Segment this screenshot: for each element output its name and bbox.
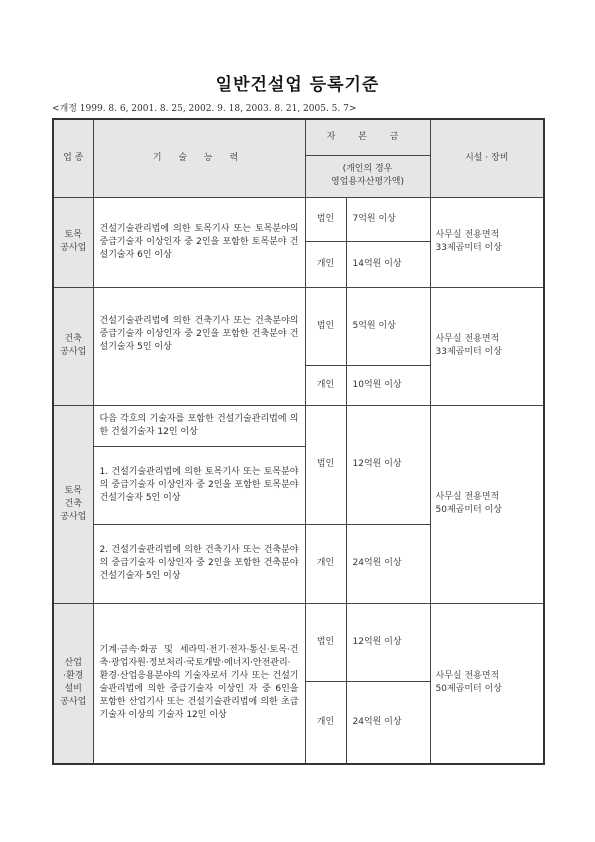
tech-civil-architecture-item2: 2. 건설기술관리법에 의한 건축기사 또는 건축분야의 중급기술자 이상인자 중 2인을 포함한 건축분야 건설기술자 5인 이상 — [93, 524, 305, 603]
tech-architecture: 건설기술관리법에 의한 건축기사 또는 건축분야의 중급기술자 이상인자 중 2인을 포함한 건축분야 건설기술자 5인 이상 — [93, 287, 305, 405]
capital-indiv-amount: 24억원 이상 — [346, 524, 430, 603]
capital-indiv-label: 개인 — [305, 524, 346, 603]
capital-indiv-label: 개인 — [305, 681, 346, 764]
header-tech-capability: 기 술 능 력 — [93, 119, 305, 197]
capital-indiv-amount: 24억원 이상 — [346, 681, 430, 764]
capital-corp-amount: 5억원 이상 — [346, 287, 430, 365]
tech-civil-architecture-intro: 다음 각호의 기술자를 포함한 건설기술관리법에 의한 건설기술자 12인 이상 — [93, 405, 305, 446]
capital-corp-amount: 12억원 이상 — [346, 603, 430, 681]
capital-corp-label: 법인 — [305, 603, 346, 681]
capital-corp-label: 법인 — [305, 405, 346, 524]
industry-civil-architecture: 토목 건축 공사업 — [53, 405, 93, 603]
tech-civil: 건설기술관리법에 의한 토목기사 또는 토목분야의 중급기술자 이상인자 중 2인을 포함한 토목분야 건설기술자 6인 이상 — [93, 197, 305, 287]
capital-corp-amount: 7억원 이상 — [346, 197, 430, 241]
revision-history: <개정 1999. 8. 6, 2001. 8. 25, 2002. 9. 18, 2003. 8. 21, 2005. 5. 7> — [52, 104, 357, 114]
tech-civil-architecture-item1: 1. 건설기술관리법에 의한 토목기사 또는 토목분야의 중급기술자 이상인자 중 2인을 포함한 토목분야 건설기술자 5인 이상 — [93, 446, 305, 524]
facility-civil: 사무실 전용면적 33제곱미터 이상 — [430, 197, 544, 287]
page-title: 일반건설업 등록기준 — [215, 75, 380, 95]
capital-indiv-amount: 10억원 이상 — [346, 365, 430, 405]
industry-plant-environment: 산업 ·환경 설비 공사업 — [53, 603, 93, 764]
capital-corp-amount: 12억원 이상 — [346, 405, 430, 524]
capital-indiv-label: 개인 — [305, 365, 346, 405]
capital-corp-label: 법인 — [305, 287, 346, 365]
header-capital: 자 본 금 — [305, 119, 430, 155]
capital-corp-label: 법인 — [305, 197, 346, 241]
header-capital-note: (개인의 경우 영업용자산평가액) — [305, 155, 430, 197]
header-facility: 시설 · 장비 — [430, 119, 544, 197]
capital-indiv-amount: 14억원 이상 — [346, 241, 430, 287]
facility-architecture: 사무실 전용면적 33제곱미터 이상 — [430, 287, 544, 405]
facility-civil-architecture: 사무실 전용면적 50제곱미터 이상 — [430, 405, 544, 603]
facility-plant-environment: 사무실 전용면적 50제곱미터 이상 — [430, 603, 544, 764]
registration-standards-table — [52, 118, 545, 765]
tech-plant-environment: 기계·금속·화공 및 세라믹·전기·전자·통신·토목·건축·광업자원·정보처리·국토개발·에너지·안전관리·환경·산업응용분야의 기술자로서 기사 또는 건설기술관리법에 의한 중급기술자 이상인 자 중 6인을 포함한 산업기사 또는 건설기술관리법에 의한 초급기술자 이상의 기술자 12인 이상 — [93, 603, 305, 764]
industry-architecture: 건축 공사업 — [53, 287, 93, 405]
capital-indiv-label: 개인 — [305, 241, 346, 287]
industry-civil: 토목 공사업 — [53, 197, 93, 287]
header-industry: 업 종 — [53, 119, 93, 197]
